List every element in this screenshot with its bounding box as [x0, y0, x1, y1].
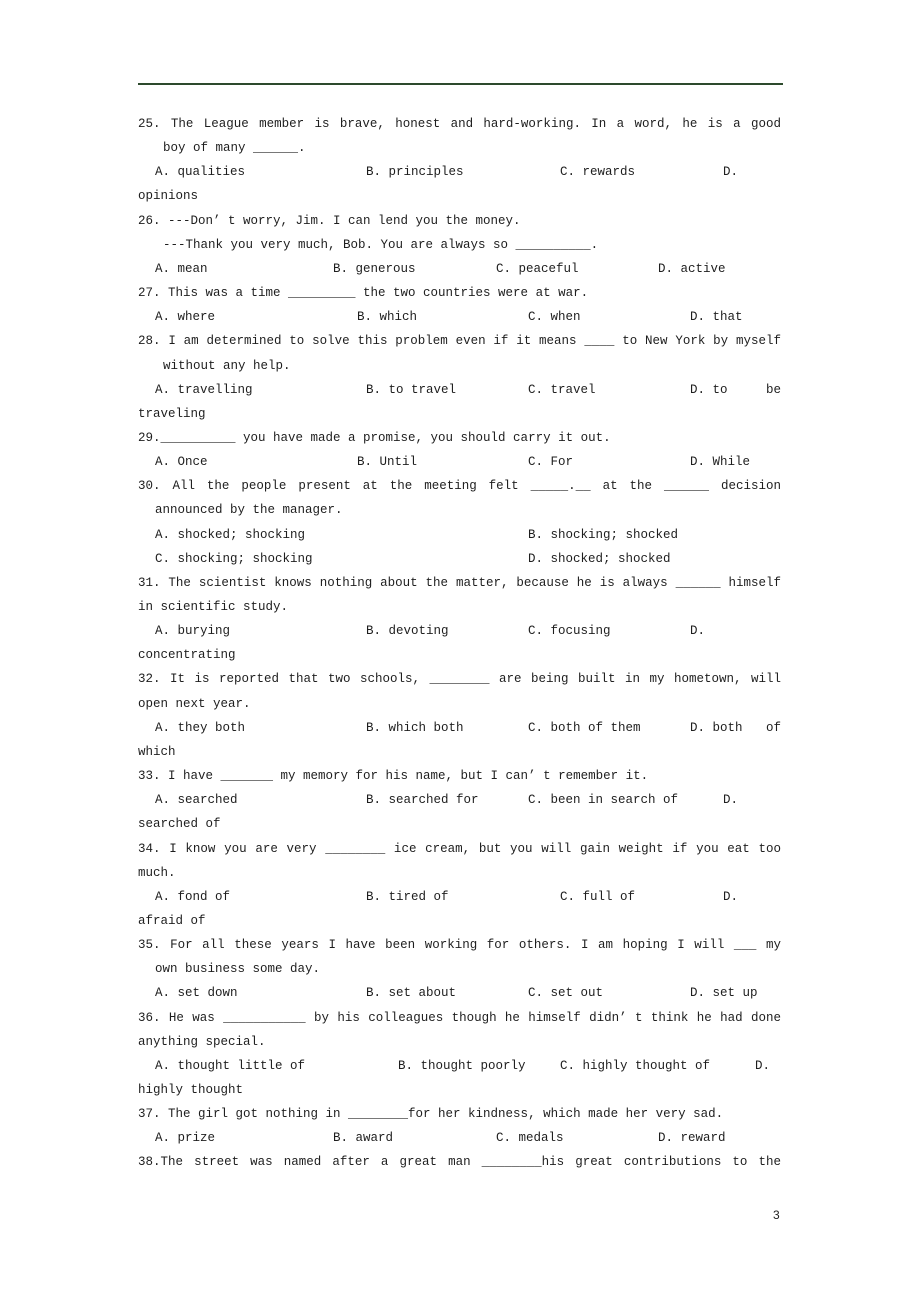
answer-option[interactable]: [366, 382, 456, 398]
option-text: set up: [712, 986, 758, 1001]
option-label: A.: [155, 455, 171, 470]
option-label: A.: [155, 261, 171, 276]
question-stem: 34. I know you are very ________ ice cream, but you will gain weight if you eat too: [138, 841, 781, 856]
answer-option[interactable]: [366, 792, 479, 808]
option-label: A.: [155, 382, 171, 397]
option-label: C.: [528, 455, 544, 470]
question-stem: 33. I have _______ my memory for his name, but I can’ t remember it.: [138, 769, 649, 784]
option-text-continued: highly thought: [138, 1083, 244, 1097]
answer-option[interactable]: [528, 382, 596, 398]
answer-option[interactable]: [357, 309, 417, 325]
option-text: they both: [177, 720, 246, 735]
option-text: award: [355, 1131, 394, 1146]
option-text: highly thought of: [582, 1058, 711, 1073]
option-text: tired of: [388, 889, 449, 904]
option-text: both of: [712, 720, 781, 735]
option-label: C.: [528, 310, 544, 325]
answer-option[interactable]: [723, 889, 746, 905]
answer-option[interactable]: [658, 261, 726, 277]
option-label: A.: [155, 1131, 171, 1146]
option-label: A.: [155, 889, 171, 904]
option-label: B.: [357, 310, 373, 325]
option-label: C.: [560, 1058, 576, 1073]
option-text: qualities: [177, 165, 246, 180]
answer-option[interactable]: [366, 623, 449, 639]
option-label: B.: [333, 261, 349, 276]
option-label: A.: [155, 165, 171, 180]
option-text: shocking; shocked: [550, 527, 679, 542]
answer-option[interactable]: [528, 454, 573, 470]
option-text: mean: [177, 261, 208, 276]
option-label: C.: [528, 720, 544, 735]
answer-option[interactable]: [528, 623, 611, 639]
answer-option[interactable]: [528, 792, 678, 808]
option-text-continued: searched of: [138, 817, 221, 832]
option-label: C.: [560, 165, 576, 180]
option-label: C.: [528, 624, 544, 639]
option-label: A.: [155, 720, 171, 735]
answer-option[interactable]: [155, 164, 245, 180]
question-stem: 29.__________ you have made a promise, you should carry it out.: [138, 430, 611, 445]
answer-option[interactable]: [690, 720, 781, 736]
option-label: C.: [528, 986, 544, 1001]
answer-option[interactable]: [155, 623, 230, 639]
option-text-continued: which: [138, 744, 176, 759]
option-label: D.: [690, 720, 706, 735]
option-label: B.: [366, 165, 382, 180]
option-text: active: [680, 261, 726, 276]
question-stem: 28. I am determined to solve this problem even if it means ____ to New York by myself: [138, 334, 781, 349]
option-text: set down: [177, 986, 238, 1001]
option-label: A.: [155, 986, 171, 1001]
option-text: principles: [388, 165, 464, 180]
option-text: travelling: [177, 382, 253, 397]
header-rule: [138, 83, 783, 85]
question-stem: 36. He was ___________ by his colleagues though he himself didn’ t think he had done: [138, 1010, 781, 1025]
question-stem-continued: in scientific study.: [138, 600, 289, 614]
option-label: C.: [496, 261, 512, 276]
option-text: where: [177, 310, 216, 325]
question-stem: 32. It is reported that two schools, ________ are being built in my hometown, will: [138, 672, 781, 687]
option-label: D.: [755, 1058, 771, 1073]
option-text: While: [712, 455, 751, 470]
answer-option[interactable]: [496, 1130, 564, 1146]
option-text: reward: [680, 1131, 726, 1146]
option-label: B.: [366, 382, 382, 397]
option-label: B.: [366, 793, 382, 808]
option-label: A.: [155, 310, 171, 325]
option-label: D.: [723, 793, 739, 808]
option-text: focusing: [550, 624, 611, 639]
answer-option[interactable]: [366, 889, 449, 905]
answer-option[interactable]: [366, 164, 464, 180]
answer-option[interactable]: [366, 720, 464, 736]
answer-option[interactable]: [690, 382, 781, 398]
option-label: D.: [723, 165, 739, 180]
answer-option[interactable]: [357, 454, 417, 470]
option-label: B.: [366, 889, 382, 904]
answer-option[interactable]: [155, 985, 238, 1001]
option-label: B.: [366, 986, 382, 1001]
question-stem: 37. The girl got nothing in ________for her kindness, which made her very sad.: [138, 1107, 724, 1122]
question-stem-continued: anything special.: [138, 1034, 266, 1049]
option-text: full of: [582, 889, 636, 904]
question-stem: 30. All the people present at the meeting felt _____.__ at the ______ decision: [138, 479, 781, 494]
option-text: which both: [388, 720, 464, 735]
option-text: medals: [518, 1131, 564, 1146]
answer-option[interactable]: [690, 623, 713, 639]
option-text: travel: [550, 382, 596, 397]
answer-option[interactable]: [155, 792, 238, 808]
question-stem-continued: open next year.: [138, 696, 251, 711]
option-label: C.: [155, 551, 171, 566]
answer-option[interactable]: [155, 1130, 215, 1146]
question-stem: 25. The League member is brave, honest and hard-working. In a word, he is a good: [138, 117, 781, 131]
option-text-continued: afraid of: [138, 913, 206, 928]
option-label: B.: [357, 455, 373, 470]
option-label: D.: [690, 382, 706, 397]
answer-option[interactable]: [155, 527, 305, 543]
answer-option[interactable]: [528, 309, 581, 325]
option-label: A.: [155, 793, 171, 808]
option-label: D.: [658, 261, 674, 276]
option-text: searched for: [388, 793, 479, 808]
answer-option[interactable]: [528, 720, 641, 736]
option-label: B.: [333, 1131, 349, 1146]
answer-option[interactable]: [155, 261, 208, 277]
answer-option[interactable]: [155, 720, 245, 736]
question-stem-continued: own business some day.: [155, 962, 321, 977]
answer-option[interactable]: [155, 551, 313, 567]
answer-option[interactable]: [366, 985, 456, 1001]
option-text: peaceful: [518, 261, 579, 276]
option-label: A.: [155, 624, 171, 639]
option-text: devoting: [388, 624, 449, 639]
option-text: prize: [177, 1131, 216, 1146]
answer-option[interactable]: [155, 454, 208, 470]
option-text: to travel: [388, 382, 457, 397]
option-text: thought little of: [177, 1058, 306, 1073]
answer-option[interactable]: [755, 1058, 778, 1074]
question-stem: 38.The street was named after a great man ________his great contributions to the: [138, 1155, 781, 1170]
question-stem-continued: much.: [138, 865, 176, 880]
answer-option[interactable]: [155, 889, 230, 905]
question-stem-continued: boy of many ______.: [163, 141, 306, 156]
answer-option[interactable]: [155, 382, 253, 398]
option-label: D.: [690, 986, 706, 1001]
option-label: D.: [690, 310, 706, 325]
option-label: B.: [366, 720, 382, 735]
answer-option[interactable]: [560, 889, 635, 905]
option-label: C.: [560, 889, 576, 904]
option-text: shocking; shocking: [177, 551, 313, 566]
answer-option[interactable]: [723, 792, 746, 808]
option-text: rewards: [582, 165, 636, 180]
option-label: D.: [690, 624, 706, 639]
option-label: C.: [496, 1131, 512, 1146]
option-label: C.: [528, 382, 544, 397]
answer-option[interactable]: [155, 309, 215, 325]
answer-option[interactable]: [528, 985, 603, 1001]
answer-option[interactable]: [528, 551, 671, 567]
answer-option[interactable]: [398, 1058, 526, 1074]
answer-option[interactable]: [496, 261, 579, 277]
answer-option[interactable]: [333, 261, 416, 277]
option-text: been in search of: [550, 793, 679, 808]
page-number: 3: [773, 1208, 780, 1222]
question-stem: 31. The scientist knows nothing about the matter, because he is always ______ himself: [138, 575, 781, 590]
option-label: D.: [690, 455, 706, 470]
option-text: both of them: [550, 720, 641, 735]
answer-option[interactable]: [690, 309, 743, 325]
option-text: set about: [388, 986, 457, 1001]
question-stem-continued: ---Thank you very much, Bob. You are always so __________.: [163, 237, 599, 252]
option-label: A.: [155, 527, 171, 542]
answer-option[interactable]: [528, 527, 678, 543]
option-text-continued: traveling: [138, 406, 206, 421]
answer-option[interactable]: [333, 1130, 393, 1146]
option-text: when: [550, 310, 581, 325]
question-stem: 26. ---Don’ t worry, Jim. I can lend you the money.: [138, 213, 521, 228]
answer-option[interactable]: [690, 985, 758, 1001]
option-text: Once: [177, 455, 208, 470]
option-label: D.: [658, 1131, 674, 1146]
option-label: C.: [528, 793, 544, 808]
answer-option[interactable]: [658, 1130, 726, 1146]
option-text: to be: [712, 382, 781, 397]
question-stem: 27. This was a time _________ the two countries were at war.: [138, 286, 589, 301]
option-text-continued: opinions: [138, 189, 199, 204]
option-text: burying: [177, 624, 231, 639]
answer-option[interactable]: [723, 164, 746, 180]
option-text-continued: concentrating: [138, 648, 236, 663]
answer-option[interactable]: [690, 454, 750, 470]
option-text: shocked; shocking: [177, 527, 306, 542]
option-label: B.: [398, 1058, 414, 1073]
question-stem-continued: announced by the manager.: [155, 503, 343, 518]
option-label: D.: [723, 889, 739, 904]
answer-option[interactable]: [155, 1058, 305, 1074]
option-text: searched: [177, 793, 238, 808]
answer-option[interactable]: [560, 1058, 710, 1074]
question-stem: 35. For all these years I have been working for others. I am hoping I will ___ my: [138, 938, 781, 953]
option-text: thought poorly: [420, 1058, 526, 1073]
option-label: B.: [366, 624, 382, 639]
question-stem-continued: without any help.: [163, 358, 291, 373]
option-text: For: [550, 455, 574, 470]
option-text: set out: [550, 986, 604, 1001]
option-label: B.: [528, 527, 544, 542]
option-text: shocked; shocked: [550, 551, 671, 566]
option-label: A.: [155, 1058, 171, 1073]
option-text: generous: [355, 261, 416, 276]
option-label: D.: [528, 551, 544, 566]
option-text: fond of: [177, 889, 231, 904]
answer-option[interactable]: [560, 164, 635, 180]
option-text: that: [712, 310, 743, 325]
option-text: Until: [379, 455, 418, 470]
option-text: which: [379, 310, 418, 325]
